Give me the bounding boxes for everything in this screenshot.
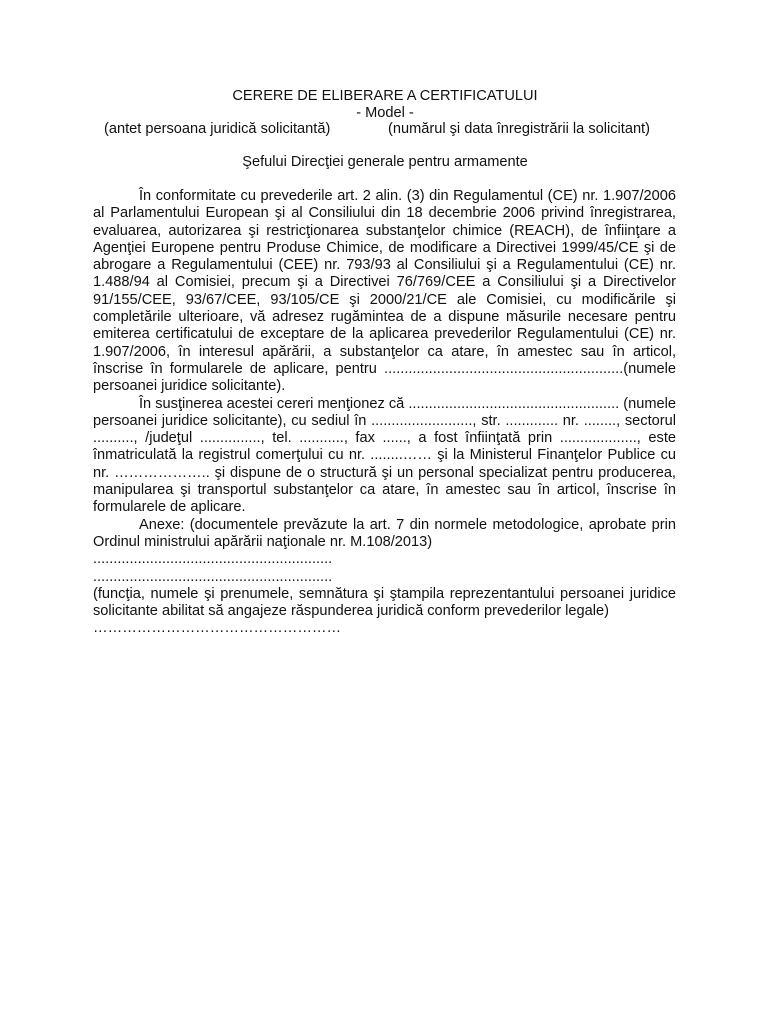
signature-dots: ……………………………………………	[93, 620, 342, 637]
document-subtitle: - Model -	[356, 105, 414, 122]
recipient-line: Şefului Direcţiei generale pentru armamente	[242, 154, 528, 170]
dots-line: ...........................................................	[93, 568, 333, 585]
document-title: CERERE DE ELIBERARE A CERTIFICATULUI	[232, 88, 538, 104]
paragraph-annexes: Anexe: (documentele prevăzute la art. 7 din normele metodologice, aprobate prin Ordinul ministrului apărării naţionale nr. M.108/2013)	[93, 516, 676, 550]
signature-note: (funcţia, numele şi prenumele, semnătura şi ştampila reprezentantului persoanei juridice solicitante abilitat să angajeze răspunderea juridică conform prevederilor legale)	[93, 585, 676, 620]
dots-line: ...........................................................	[93, 551, 333, 568]
antet-right: (numărul şi data înregistrării la solicitant)	[388, 121, 650, 137]
document-body	[93, 188, 676, 638]
paragraph-conformity: În conformitate cu prevederile art. 2 alin. (3) din Regulamentul (CE) nr. 1.907/2006 al Parlamentului European şi al Consiliului din 18 decembrie 2006 privind înregistrarea, evaluarea, autorizarea şi restricţionarea substanţelor chimice (REACH), de înfiinţare a Agenţiei Europene pentru Produse Chimice, de modificare a Directivei 1999/45/CE şi de abrogare a Regulamentului (CEE) nr. 793/93 al Consiliului şi a Regulamentului (CE) nr. 1.488/94 al Comisiei, precum şi a Directivei 76/769/CEE a Consiliului şi a Directivelor 91/155/CEE, 93/67/CEE, 93/105/CE şi 2000/21/CE ale Comisiei, cu modificările şi completările ulterioare, vă adresez rugămintea de a dispune măsurile necesare pentru emiterea certificatului de exceptare de la aplicarea prevederilor Regulamentului (CE) nr. 1.907/2006, în interesul apărării, a substanţelor ca atare, în amestec sau în articol, înscrise în formularele de aplicare, pentru ...........................................................(numele persoanei juridice solicitante).	[93, 188, 676, 395]
document-header	[0, 88, 770, 123]
antet-left: (antet persoana juridică solicitantă)	[104, 121, 331, 137]
paragraph-support: În susţinerea acestei cereri menţionez că .................................................... (numele persoanei juridice solicitante), cu sediul în ........................., str. ............. nr. ........, sectorul .........., /judeţul ..............., tel. ..........., fax ......, a fost înfiinţată prin ..................., este înmatriculată la registrul comerţului cu nr. ........…… şi la Ministerul Finanţelor Publice cu nr. ……………….. şi dispune de o structură şi un personal specializat pentru producerea, manipularea şi transportul substanţelor ca atare, în amestec sau în articol, înscrise în formularele de aplicare.	[93, 395, 676, 516]
